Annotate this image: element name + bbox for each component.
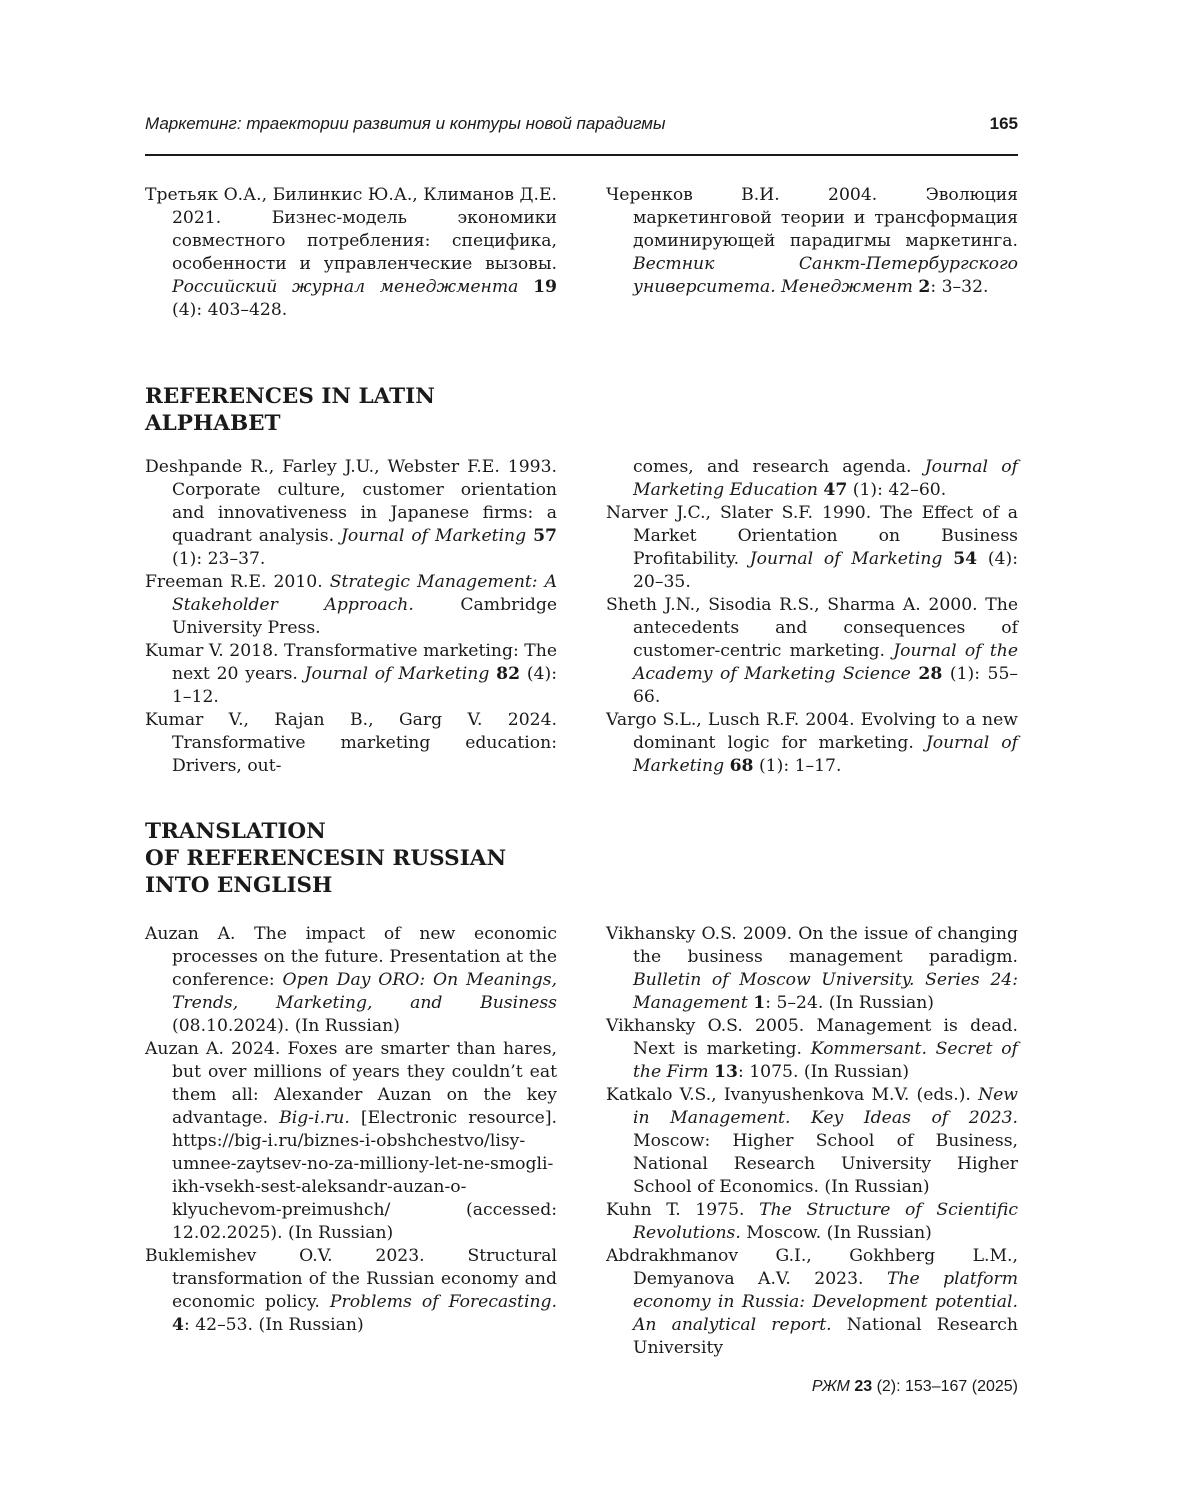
reference-entry: [606, 709, 1018, 778]
reference-text: (08.10.2024). (In Russian): [172, 1016, 400, 1036]
reference-volume: 68: [729, 756, 754, 776]
reference-text: Vikhansky O.S. 2009. On the issue of changing the business management paradigm.: [606, 924, 1018, 967]
reference-entry: [145, 640, 557, 709]
reference-entry: [606, 502, 1018, 594]
reference-text: National Research University: [633, 1315, 1019, 1358]
reference-text: Kumar V., Rajan B., Garg V. 2024. Transformative marketing education: Drivers, out-: [145, 710, 557, 776]
reference-entry: [606, 1084, 1018, 1199]
reference-volume: 4: [172, 1315, 184, 1335]
russian-refs-right: [606, 184, 1018, 299]
reference-volume: 28: [918, 664, 943, 684]
reference-source: Strategic Management: A Stakeholder Approach.: [172, 572, 557, 615]
reference-entry: [145, 1038, 557, 1245]
reference-text: (1): 42–60.: [847, 480, 947, 500]
reference-text: Vikhansky O.S. 2005. Management is dead. Next is marketing.: [606, 1016, 1018, 1059]
reference-entry: [606, 1245, 1018, 1360]
reference-source: Вестник Санкт-Петербургского университета. Менеджмент: [633, 254, 1018, 297]
reference-text: Kuhn T. 1975.: [606, 1200, 760, 1220]
reference-volume: 82: [496, 664, 521, 684]
reference-entry: [606, 923, 1018, 1015]
reference-text: (1): 55–66.: [633, 664, 1019, 707]
reference-entry: [145, 456, 557, 571]
reference-volume: 13: [714, 1062, 738, 1082]
reference-text: (4): 1–12.: [172, 664, 557, 707]
latin-refs-left: [145, 456, 557, 778]
reference-volume: 2: [918, 277, 931, 297]
reference-text: : 42–53. (In Russian): [183, 1315, 364, 1335]
reference-entry: [145, 1245, 557, 1337]
reference-source: Open Day ORO: On Meanings, Trends, Marketing, and Business: [172, 970, 557, 1013]
reference-text: : 3–32.: [930, 277, 989, 297]
reference-source: Problems of Forecasting.: [329, 1292, 557, 1312]
latin-refs-right: [606, 456, 1018, 778]
section-heading-translation: [145, 818, 645, 899]
reference-text: (1): 1–17.: [753, 756, 842, 776]
reference-text: Auzan A. The impact of new economic processes on the future. Presentation at the conference:: [145, 924, 557, 990]
reference-continuation: [606, 456, 1018, 502]
reference-text: Moscow. (In Russian): [740, 1223, 932, 1243]
reference-source: Journal of Marketing: [749, 549, 943, 569]
journal-volume: 23: [854, 1378, 873, 1395]
reference-text: Narver J.C., Slater S.F. 1990. The Effect of a Market Orientation on Business Profitability.: [606, 503, 1018, 569]
reference-source: The platform economy in Russia: Development potential. An analytical report.: [633, 1269, 1019, 1335]
heading-line: REFERENCES IN LATIN: [145, 384, 435, 409]
translation-refs-left: [145, 923, 557, 1337]
reference-text: (4): 403–428.: [172, 300, 288, 320]
reference-text: Cambridge University Press.: [172, 595, 557, 638]
section-heading-latin: [145, 383, 645, 437]
heading-line: ALPHABET: [145, 411, 281, 436]
heading-line: OF REFERENCESIN RUSSIAN: [145, 846, 507, 871]
translation-refs-right: [606, 923, 1018, 1360]
reference-source: The Structure of Scientific Revolutions.: [633, 1200, 1018, 1243]
reference-text: Auzan A. 2024. Foxes are smarter than hares, but over millions of years they couldn’t eat them all: Alexander Auzan on the key advantage.: [145, 1039, 557, 1128]
reference-text: Katkalo V.S., Ivanyushenkova M.V. (eds.).: [606, 1085, 979, 1105]
reference-entry: [145, 571, 557, 640]
reference-text: (4): 20–35.: [633, 549, 1018, 592]
reference-source: Journal of Marketing: [633, 733, 1018, 776]
reference-source: Journal of Marketing: [341, 526, 527, 546]
reference-text: Третьяк О.А., Билинкис Ю.А., Климанов Д.Е. 2021. Бизнес-модель экономики совместного потребления: специфика, особенности и управленческие вызовы.: [145, 185, 557, 274]
reference-text: : 1075. (In Russian): [737, 1062, 910, 1082]
reference-text: Черенков В.И. 2004. Эволюция маркетинговой теории и трансформация доминирующей парадигмы маркетинга.: [606, 185, 1018, 251]
reference-entry: [145, 709, 557, 778]
reference-entry: [606, 184, 1018, 299]
latin-refs-right-list: [606, 502, 1018, 778]
reference-text: [942, 549, 953, 569]
reference-source: Journal of Marketing: [304, 664, 490, 684]
reference-entry: [606, 594, 1018, 709]
reference-text: (1): 23–37.: [172, 549, 266, 569]
reference-source: Kommersant. Secret of the Firm: [633, 1039, 1018, 1082]
reference-entry: [606, 1199, 1018, 1245]
reference-text: Deshpande R., Farley J.U., Webster F.E. 1993. Corporate culture, customer orientation and innovativeness in Japanese firms: a quadrant analysis.: [145, 457, 557, 546]
reference-entry: [606, 1015, 1018, 1084]
journal-footer: [812, 1378, 1018, 1396]
reference-volume: 47: [823, 480, 848, 500]
reference-text: Vargo S.L., Lusch R.F. 2004. Evolving to a new dominant logic for marketing.: [606, 710, 1018, 753]
reference-volume: 19: [533, 277, 557, 297]
reference-source: Journal of Marketing Education: [633, 457, 1018, 500]
running-title: Маркетинг: траектории развития и контуры новой парадигмы: [145, 114, 666, 133]
reference-source: Big-i.ru.: [279, 1108, 350, 1128]
page-number: 165: [989, 114, 1018, 133]
reference-volume: 54: [953, 549, 978, 569]
running-head: [145, 112, 1018, 156]
reference-text: Sheth J.N., Sisodia R.S., Sharma A. 2000. The antecedents and consequences of customer-centric marketing.: [606, 595, 1018, 661]
reference-entry: [145, 923, 557, 1038]
reference-text: [Electronic resource]. https://big-i.ru/biznes-i-obshchestvo/lisy-umnee-zaytsev-no-za-milliony-let-ne-smogli-ikh-vsekh-sest-aleksandr-auzan-o-klyuchevom-preimushch/ (accessed: 12.02.2025). (In Russian): [172, 1108, 557, 1243]
reference-source: Bulletin of Moscow University. Series 24: Management: [633, 970, 1018, 1013]
heading-line: INTO ENGLISH: [145, 873, 333, 898]
reference-text: comes, and research agenda.: [633, 457, 925, 477]
reference-text: Moscow: Higher School of Business, National Research University Higher School of Economics. (In Russian): [633, 1131, 1018, 1197]
reference-source: New in Management. Key Ideas of 2023.: [633, 1085, 1018, 1128]
reference-text: [518, 277, 533, 297]
russian-refs-left: [145, 184, 557, 322]
reference-volume: 57: [533, 526, 557, 546]
reference-text: Kumar V. 2018. Transformative marketing: The next 20 years.: [145, 641, 557, 684]
reference-source: Journal of the Academy of Marketing Science: [633, 641, 1018, 684]
reference-text: Buklemishev O.V. 2023. Structural transformation of the Russian economy and economic policy.: [145, 1246, 557, 1312]
reference-source: Российский журнал менеджмента: [172, 277, 519, 297]
journal-issue-pages: (2): 153–167 (2025): [876, 1378, 1018, 1395]
reference-volume: 1: [753, 993, 766, 1013]
reference-text: Abdrakhmanov G.I., Gokhberg L.M., Demyanova A.V. 2023.: [606, 1246, 1018, 1289]
journal-abbrev: РЖМ: [811, 1378, 850, 1395]
reference-text: Freeman R.E. 2010.: [145, 572, 330, 592]
reference-entry: [145, 184, 557, 322]
reference-text: : 5–24. (In Russian): [765, 993, 935, 1013]
heading-line: TRANSLATION: [145, 819, 326, 844]
